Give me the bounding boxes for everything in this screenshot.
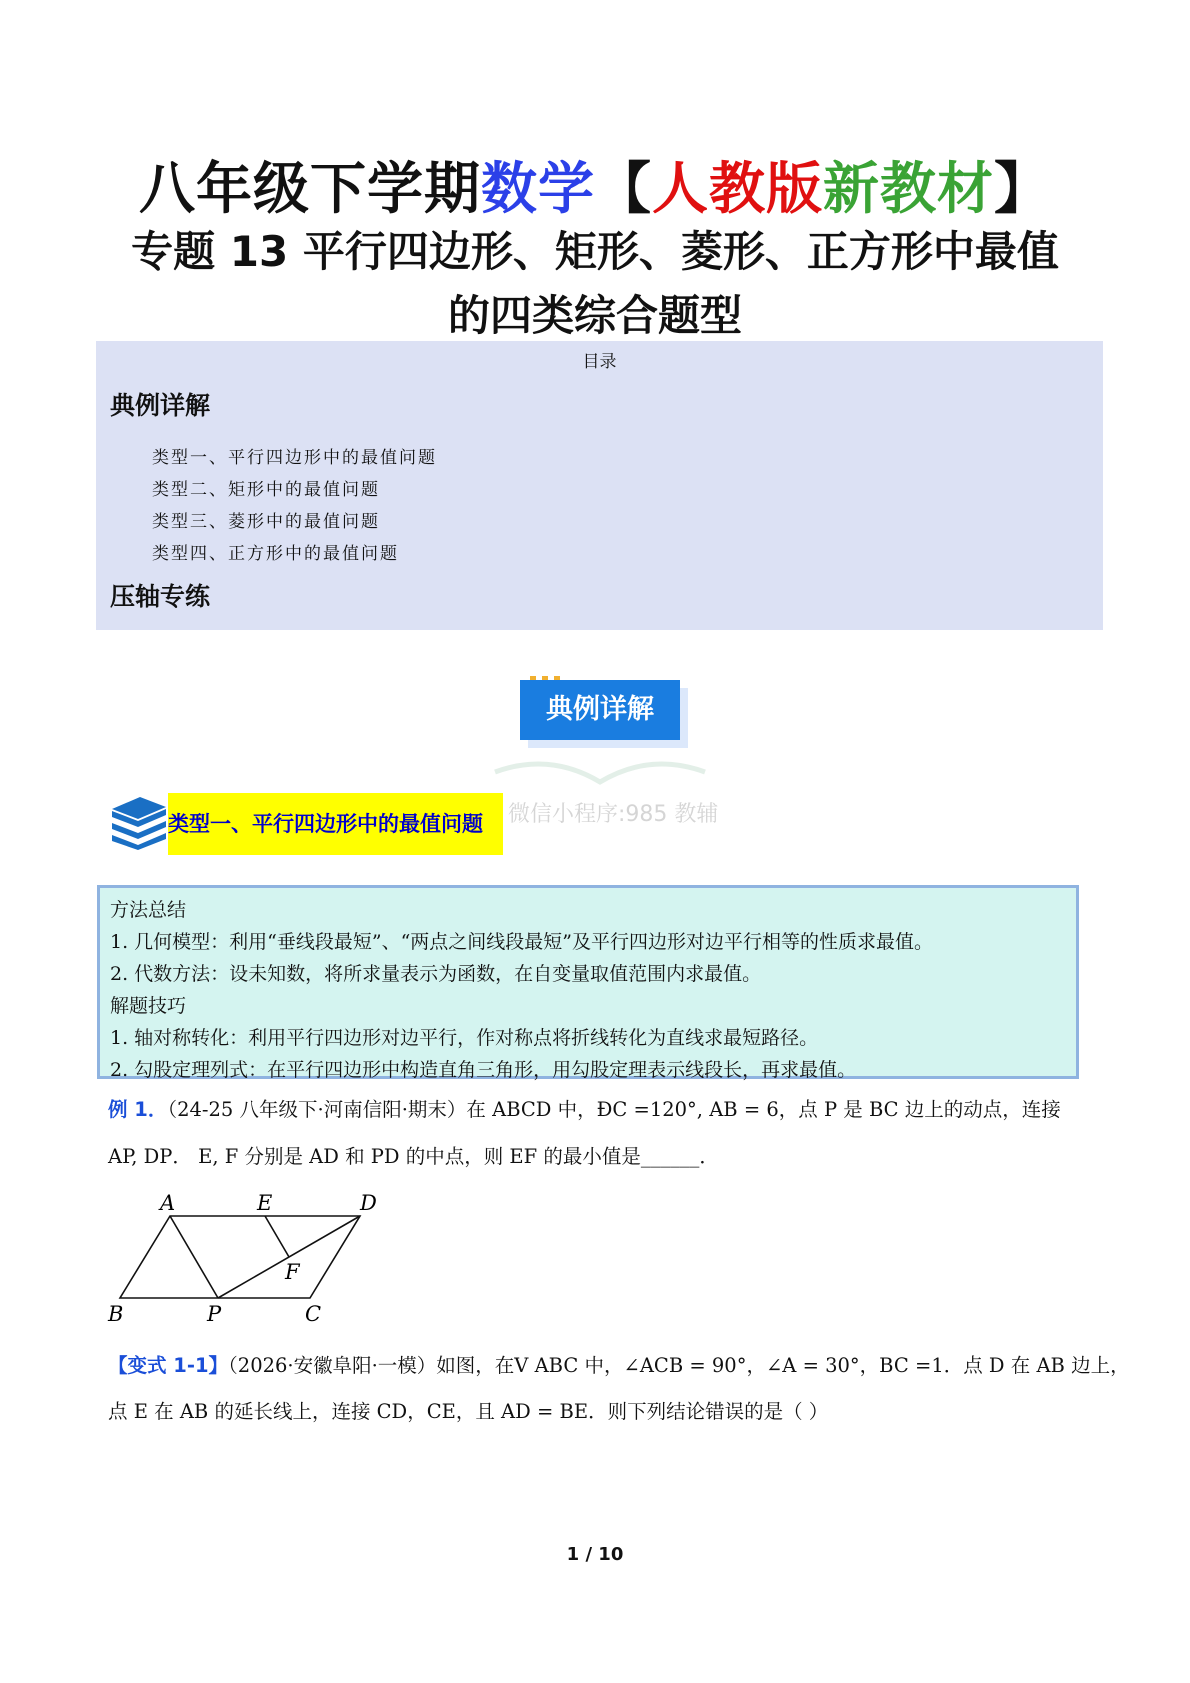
variant-text: （2026·安徽阜阳·一模）如图，在V ABC 中，∠ACB = 90°，∠A = 30°，BC =1．点 D 在 AB 边上， [228, 1354, 1130, 1377]
example-text: （24-25 八年级下·河南信阳·期末）在 ABCD 中，ÐC =120°, AB = 6，点 P 是 BC 边上的动点，连接 [167, 1098, 1061, 1121]
title-edition: 人教版 [652, 157, 823, 222]
method-line: 解题技巧 [110, 995, 187, 1017]
toc-section-examples[interactable]: 典例详解 [110, 391, 211, 420]
toc-item[interactable]: 类型四、正方形中的最值问题 [152, 544, 399, 564]
page-number: 1 / 10 [566, 1544, 624, 1565]
toc-item[interactable]: 类型一、平行四边形中的最值问题 [152, 448, 437, 468]
title-part: 八年级下学期 [139, 157, 481, 222]
method-line: 1. 几何模型：利用“垂线段最短”、“两点之间线段最短”及平行四边形对边平行相等的性质求最值。 [110, 931, 934, 953]
label-A: A [160, 1191, 176, 1215]
type-heading: 类型一、平行四边形中的最值问题 [168, 793, 503, 855]
method-line: 方法总结 [110, 899, 187, 921]
topic-title-line: 的四类综合题型 [447, 291, 742, 340]
toc-item[interactable]: 类型三、菱形中的最值问题 [152, 512, 380, 532]
toc-section-practice[interactable]: 压轴专练 [110, 582, 211, 611]
variant-text: 点 E 在 AB 的延长线上，连接 CD，CE，且 AD = BE．则下列结论错误的是（ ） [108, 1400, 829, 1423]
topic-title [0, 220, 1190, 348]
variant-1-1-line1 [108, 1350, 1130, 1378]
example-1-line2 [108, 1141, 719, 1169]
parallelogram-figure [105, 1188, 395, 1328]
example-1-line1 [108, 1094, 1061, 1122]
label-B: B [108, 1302, 124, 1326]
page-title [0, 145, 1190, 225]
variant-label: 【变式 1-1】 [108, 1354, 229, 1377]
title-bracket: 【 [595, 157, 652, 222]
toc-label: 目录 [582, 352, 617, 372]
method-line: 2. 勾股定理列式：在平行四边形中构造直角三角形，用勾股定理表示线段长，再求最值。 [110, 1059, 857, 1081]
title-subject: 数学 [481, 157, 595, 222]
book-watermark-icon [490, 752, 710, 792]
watermark: 微信小程序:985 教辅 [508, 802, 719, 827]
method-line: 1. 轴对称转化：利用平行四边形对边平行，作对称点将折线转化为直线求最短路径。 [110, 1027, 819, 1049]
title-bracket: 】 [994, 157, 1051, 222]
variant-1-1-line2 [108, 1396, 828, 1424]
topic-title-line: 专题 13 平行四边形、矩形、菱形、正方形中最值 [131, 227, 1059, 276]
example-text: AP, DP． E, F 分别是 AD 和 PD 的中点，则 EF 的最小值是______． [108, 1145, 719, 1168]
example-label: 例 1． [108, 1098, 168, 1121]
table-of-contents [96, 341, 1103, 630]
method-line: 2. 代数方法：设未知数，将所求量表示为函数，在自变量取值范围内求最值。 [110, 963, 762, 985]
label-C: C [305, 1302, 322, 1326]
title-new-textbook: 新教材 [823, 157, 994, 222]
label-E: E [257, 1191, 273, 1215]
toc-item[interactable]: 类型二、矩形中的最值问题 [152, 480, 380, 500]
section-banner: 典例详解 [520, 680, 680, 740]
books-icon [110, 795, 168, 850]
label-D: D [360, 1191, 377, 1215]
label-P: P [207, 1302, 222, 1326]
label-F: F [285, 1260, 300, 1284]
method-summary-box [97, 885, 1079, 1079]
